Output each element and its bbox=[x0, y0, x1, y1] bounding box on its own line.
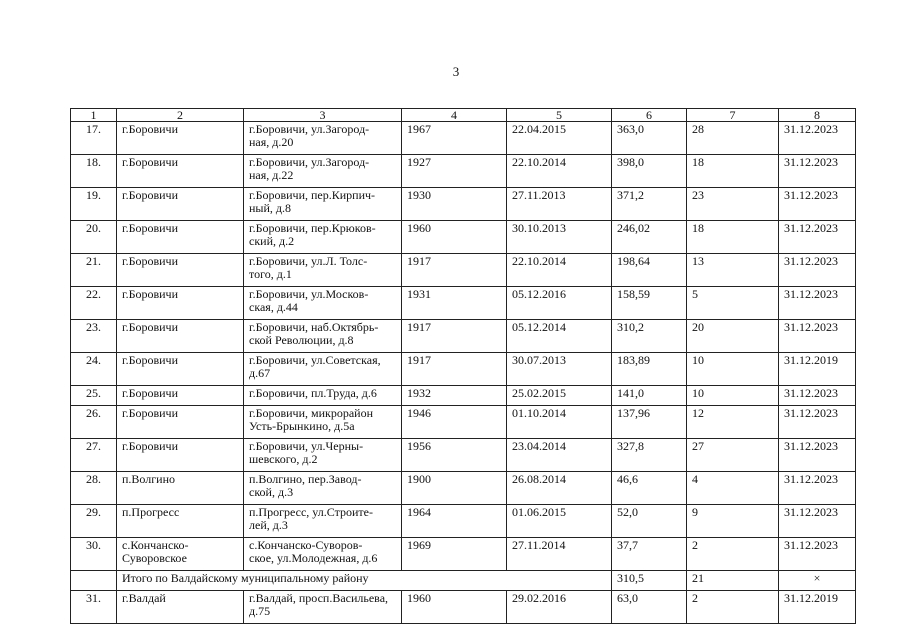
survey-date-cell: 22.10.2014 bbox=[507, 254, 612, 287]
row-number: 30. bbox=[71, 538, 117, 571]
residents-cell: 27 bbox=[687, 439, 779, 472]
address-cell: г.Боровичи, ул.Черны- шевского, д.2 bbox=[244, 439, 402, 472]
year-built-cell: 1932 bbox=[402, 386, 507, 406]
column-number: 4 bbox=[402, 109, 507, 122]
settlement-cell: г.Боровичи bbox=[117, 188, 244, 221]
survey-date-cell: 01.06.2015 bbox=[507, 505, 612, 538]
area-cell: 198,64 bbox=[612, 254, 687, 287]
row-number: 31. bbox=[71, 591, 117, 624]
row-number: 25. bbox=[71, 386, 117, 406]
row-number: 18. bbox=[71, 155, 117, 188]
table-row bbox=[71, 538, 856, 571]
address-cell: г.Боровичи, ул.Л. Толс- того, д.1 bbox=[244, 254, 402, 287]
settlement-cell: г.Боровичи bbox=[117, 439, 244, 472]
area-cell: 141,0 bbox=[612, 386, 687, 406]
residents-cell: 18 bbox=[687, 155, 779, 188]
area-cell: 398,0 bbox=[612, 155, 687, 188]
table-row bbox=[71, 320, 856, 353]
column-number: 3 bbox=[244, 109, 402, 122]
row-number: 27. bbox=[71, 439, 117, 472]
deadline-cell: 31.12.2019 bbox=[779, 591, 856, 624]
deadline-cell: 31.12.2023 bbox=[779, 386, 856, 406]
survey-date-cell: 26.08.2014 bbox=[507, 472, 612, 505]
column-number: 5 bbox=[507, 109, 612, 122]
table-row bbox=[71, 254, 856, 287]
year-built-cell: 1900 bbox=[402, 472, 507, 505]
empty-cell bbox=[71, 571, 117, 591]
year-built-cell: 1946 bbox=[402, 406, 507, 439]
residents-cell: 2 bbox=[687, 591, 779, 624]
table-row bbox=[71, 287, 856, 320]
table-row bbox=[71, 122, 856, 155]
area-cell: 158,59 bbox=[612, 287, 687, 320]
address-cell: п.Волгино, пер.Завод- ской, д.3 bbox=[244, 472, 402, 505]
year-built-cell: 1917 bbox=[402, 320, 507, 353]
row-number: 26. bbox=[71, 406, 117, 439]
year-built-cell: 1967 bbox=[402, 122, 507, 155]
settlement-cell: г.Боровичи bbox=[117, 386, 244, 406]
table-row bbox=[71, 221, 856, 254]
survey-date-cell: 30.07.2013 bbox=[507, 353, 612, 386]
subtotal-row bbox=[71, 571, 856, 591]
area-cell: 183,89 bbox=[612, 353, 687, 386]
table-row bbox=[71, 505, 856, 538]
deadline-cell: 31.12.2023 bbox=[779, 439, 856, 472]
area-cell: 327,8 bbox=[612, 439, 687, 472]
settlement-cell: г.Боровичи bbox=[117, 122, 244, 155]
address-cell: г.Боровичи, пл.Труда, д.6 bbox=[244, 386, 402, 406]
address-cell: г.Валдай, просп.Васильева, д.75 bbox=[244, 591, 402, 624]
area-cell: 371,2 bbox=[612, 188, 687, 221]
deadline-cell: 31.12.2023 bbox=[779, 320, 856, 353]
settlement-cell: с.Кончанско- Суворовское bbox=[117, 538, 244, 571]
survey-date-cell: 22.10.2014 bbox=[507, 155, 612, 188]
row-number: 20. bbox=[71, 221, 117, 254]
deadline-cell: 31.12.2023 bbox=[779, 406, 856, 439]
survey-date-cell: 29.02.2016 bbox=[507, 591, 612, 624]
column-number: 6 bbox=[612, 109, 687, 122]
deadline-cell: 31.12.2023 bbox=[779, 122, 856, 155]
subtotal-mark: × bbox=[779, 571, 856, 591]
address-cell: г.Боровичи, ул.Москов- ская, д.44 bbox=[244, 287, 402, 320]
column-number: 1 bbox=[71, 109, 117, 122]
column-number: 7 bbox=[687, 109, 779, 122]
address-cell: г.Боровичи, пер.Кирпич- ный, д.8 bbox=[244, 188, 402, 221]
year-built-cell: 1969 bbox=[402, 538, 507, 571]
residents-cell: 20 bbox=[687, 320, 779, 353]
area-cell: 52,0 bbox=[612, 505, 687, 538]
deadline-cell: 31.12.2023 bbox=[779, 188, 856, 221]
survey-date-cell: 05.12.2014 bbox=[507, 320, 612, 353]
settlement-cell: г.Боровичи bbox=[117, 155, 244, 188]
address-cell: п.Прогресс, ул.Строите- лей, д.3 bbox=[244, 505, 402, 538]
area-cell: 46,6 bbox=[612, 472, 687, 505]
table-row bbox=[71, 155, 856, 188]
deadline-cell: 31.12.2023 bbox=[779, 221, 856, 254]
address-cell: г.Боровичи, ул.Загород- ная, д.22 bbox=[244, 155, 402, 188]
survey-date-cell: 30.10.2013 bbox=[507, 221, 612, 254]
table-row bbox=[71, 406, 856, 439]
settlement-cell: п.Прогресс bbox=[117, 505, 244, 538]
year-built-cell: 1960 bbox=[402, 221, 507, 254]
area-cell: 37,7 bbox=[612, 538, 687, 571]
row-number: 22. bbox=[71, 287, 117, 320]
deadline-cell: 31.12.2023 bbox=[779, 538, 856, 571]
survey-date-cell: 25.02.2015 bbox=[507, 386, 612, 406]
year-built-cell: 1917 bbox=[402, 254, 507, 287]
deadline-cell: 31.12.2023 bbox=[779, 155, 856, 188]
row-number: 28. bbox=[71, 472, 117, 505]
address-cell: г.Боровичи, микрорайон Усть-Брынкино, д.5а bbox=[244, 406, 402, 439]
survey-date-cell: 27.11.2013 bbox=[507, 188, 612, 221]
settlement-cell: г.Боровичи bbox=[117, 287, 244, 320]
residents-cell: 10 bbox=[687, 353, 779, 386]
settlement-cell: г.Валдай bbox=[117, 591, 244, 624]
settlement-cell: п.Волгино bbox=[117, 472, 244, 505]
residents-cell: 10 bbox=[687, 386, 779, 406]
address-cell: г.Боровичи, ул.Загород- ная, д.20 bbox=[244, 122, 402, 155]
table-row bbox=[71, 472, 856, 505]
year-built-cell: 1964 bbox=[402, 505, 507, 538]
column-number: 2 bbox=[117, 109, 244, 122]
year-built-cell: 1917 bbox=[402, 353, 507, 386]
residents-cell: 2 bbox=[687, 538, 779, 571]
table-row bbox=[71, 353, 856, 386]
year-built-cell: 1960 bbox=[402, 591, 507, 624]
row-number: 23. bbox=[71, 320, 117, 353]
subtotal-label: Итого по Валдайскому муниципальному району bbox=[117, 571, 612, 591]
settlement-cell: г.Боровичи bbox=[117, 353, 244, 386]
area-cell: 310,2 bbox=[612, 320, 687, 353]
address-cell: с.Кончанско-Суворов- ское, ул.Молодежная, д.6 bbox=[244, 538, 402, 571]
area-cell: 363,0 bbox=[612, 122, 687, 155]
subtotal-area: 310,5 bbox=[612, 571, 687, 591]
area-cell: 246,02 bbox=[612, 221, 687, 254]
subtotal-count: 21 bbox=[687, 571, 779, 591]
residents-cell: 9 bbox=[687, 505, 779, 538]
year-built-cell: 1931 bbox=[402, 287, 507, 320]
deadline-cell: 31.12.2023 bbox=[779, 287, 856, 320]
table-row bbox=[71, 386, 856, 406]
address-cell: г.Боровичи, пер.Крюков- ский, д.2 bbox=[244, 221, 402, 254]
residents-cell: 4 bbox=[687, 472, 779, 505]
residents-cell: 23 bbox=[687, 188, 779, 221]
residents-cell: 12 bbox=[687, 406, 779, 439]
survey-date-cell: 27.11.2014 bbox=[507, 538, 612, 571]
settlement-cell: г.Боровичи bbox=[117, 320, 244, 353]
row-number: 29. bbox=[71, 505, 117, 538]
residents-cell: 28 bbox=[687, 122, 779, 155]
settlement-cell: г.Боровичи bbox=[117, 221, 244, 254]
column-number-row bbox=[71, 109, 856, 122]
settlement-cell: г.Боровичи bbox=[117, 406, 244, 439]
area-cell: 137,96 bbox=[612, 406, 687, 439]
housing-table bbox=[70, 108, 856, 624]
row-number: 19. bbox=[71, 188, 117, 221]
residents-cell: 5 bbox=[687, 287, 779, 320]
survey-date-cell: 23.04.2014 bbox=[507, 439, 612, 472]
deadline-cell: 31.12.2023 bbox=[779, 472, 856, 505]
year-built-cell: 1956 bbox=[402, 439, 507, 472]
area-cell: 63,0 bbox=[612, 591, 687, 624]
settlement-cell: г.Боровичи bbox=[117, 254, 244, 287]
column-number: 8 bbox=[779, 109, 856, 122]
deadline-cell: 31.12.2019 bbox=[779, 353, 856, 386]
survey-date-cell: 01.10.2014 bbox=[507, 406, 612, 439]
table-row bbox=[71, 439, 856, 472]
row-number: 21. bbox=[71, 254, 117, 287]
row-number: 24. bbox=[71, 353, 117, 386]
address-cell: г.Боровичи, ул.Советская, д.67 bbox=[244, 353, 402, 386]
deadline-cell: 31.12.2023 bbox=[779, 254, 856, 287]
address-cell: г.Боровичи, наб.Октябрь- ской Революции, д.8 bbox=[244, 320, 402, 353]
page-number: 3 bbox=[452, 64, 460, 79]
survey-date-cell: 05.12.2016 bbox=[507, 287, 612, 320]
residents-cell: 18 bbox=[687, 221, 779, 254]
year-built-cell: 1927 bbox=[402, 155, 507, 188]
table-row bbox=[71, 591, 856, 624]
deadline-cell: 31.12.2023 bbox=[779, 505, 856, 538]
year-built-cell: 1930 bbox=[402, 188, 507, 221]
row-number: 17. bbox=[71, 122, 117, 155]
residents-cell: 13 bbox=[687, 254, 779, 287]
table-row bbox=[71, 188, 856, 221]
survey-date-cell: 22.04.2015 bbox=[507, 122, 612, 155]
